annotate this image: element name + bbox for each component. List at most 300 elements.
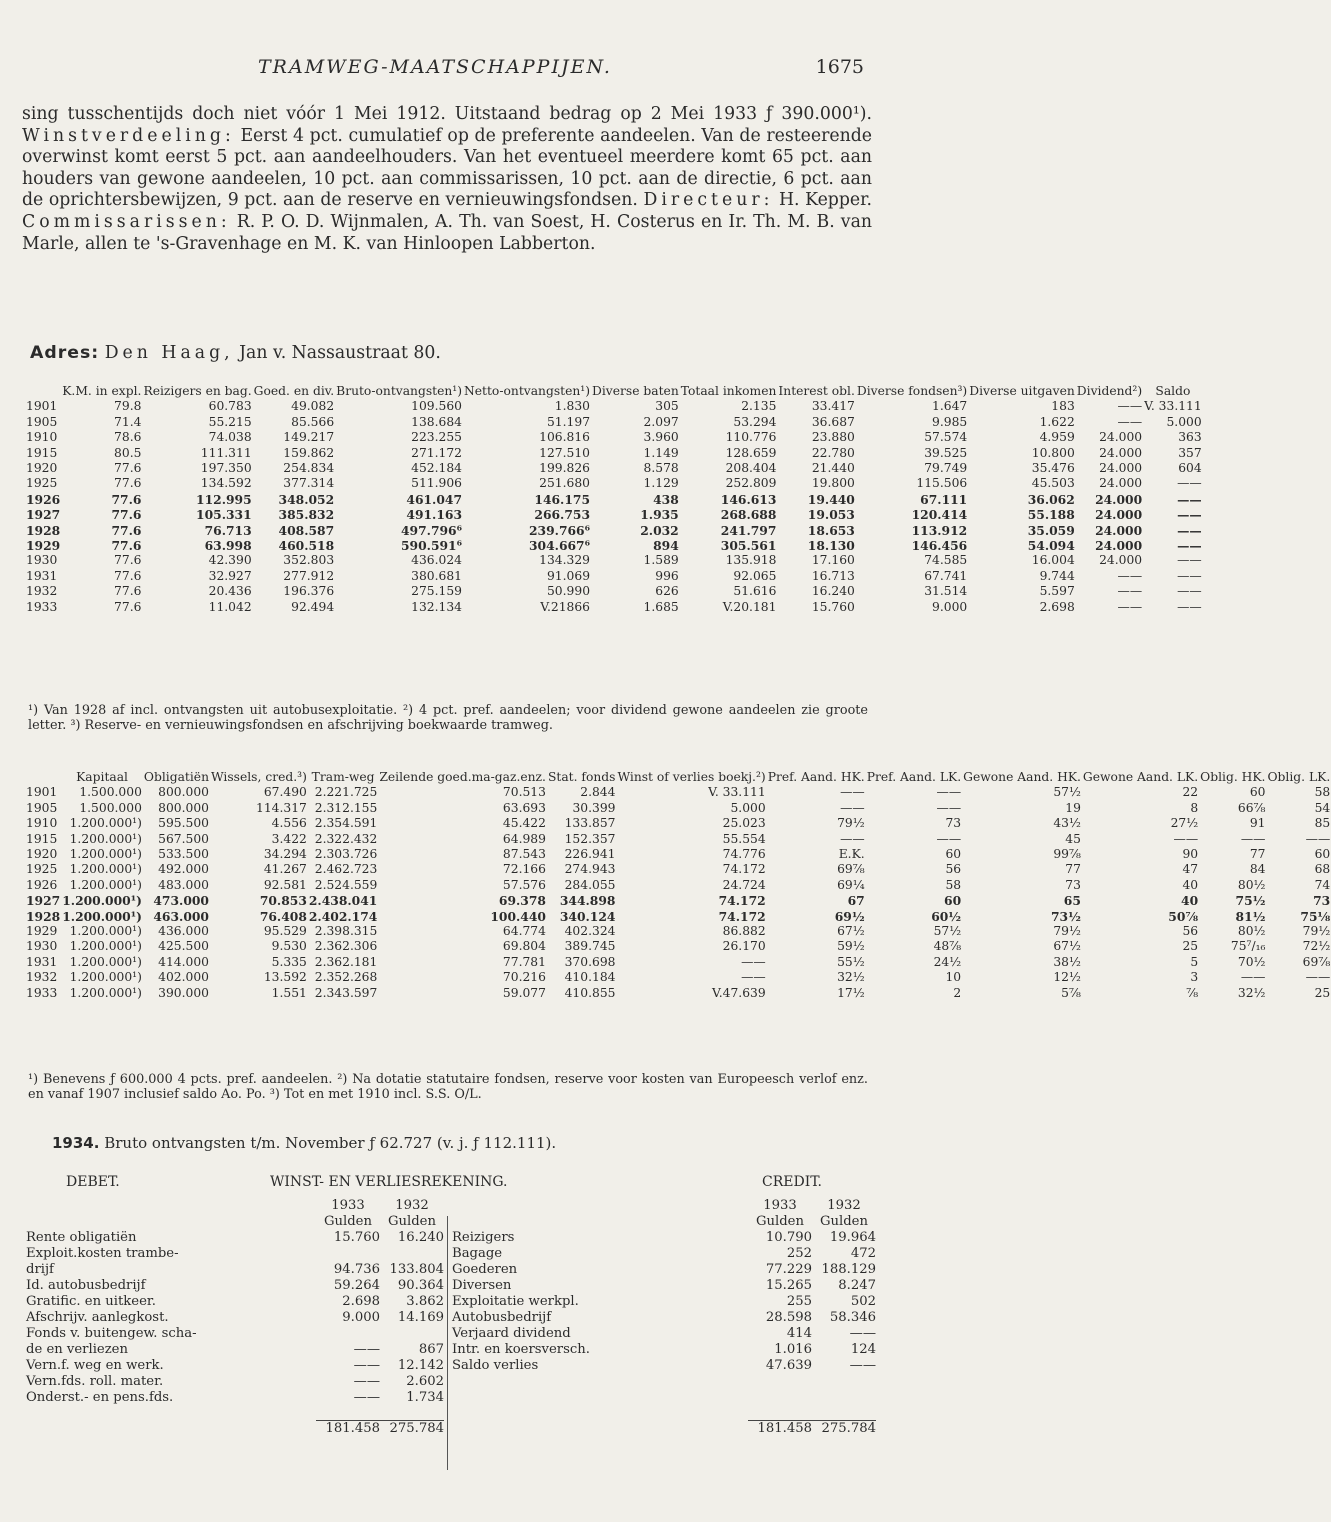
table-cell: 2.354.591 bbox=[314, 816, 378, 831]
column-header: Gewone Aand. HK. bbox=[963, 770, 1081, 784]
ledger-value-1933: —— bbox=[353, 1390, 380, 1405]
table-cell: 60 bbox=[1249, 785, 1266, 800]
table-cell: 74.172 bbox=[722, 862, 766, 877]
table-cell: 4.959 bbox=[1039, 430, 1075, 445]
table-cell: 92.065 bbox=[733, 568, 777, 583]
table-cell: 5.335 bbox=[271, 954, 307, 969]
row-year: 1905 bbox=[26, 800, 58, 815]
table-cell: —— bbox=[1117, 599, 1143, 614]
ledger-row bbox=[26, 1294, 444, 1310]
table-cell: 24.000 bbox=[1095, 538, 1143, 554]
table-row bbox=[26, 893, 1331, 908]
column-header: Diverse fondsen³) bbox=[856, 384, 968, 398]
column-header: Oblig. LK. bbox=[1267, 770, 1331, 784]
footnotes-balance bbox=[28, 1072, 868, 1102]
ledger-value-1933: 15.265 bbox=[765, 1278, 812, 1293]
table-cell: 60.783 bbox=[208, 399, 252, 414]
table-cell: 106.816 bbox=[539, 430, 591, 445]
table-cell: 64.774 bbox=[502, 924, 546, 939]
table-cell: 357 bbox=[1178, 445, 1202, 460]
table-cell: 8 bbox=[1190, 800, 1199, 815]
table-cell: 348.052 bbox=[278, 491, 335, 507]
table-cell: 76.408 bbox=[259, 908, 307, 924]
table-cell: 149.217 bbox=[283, 430, 335, 445]
table-cell: 72½ bbox=[1302, 939, 1331, 954]
ledger-label-text: Rente obligatiën bbox=[26, 1230, 137, 1245]
column-header: Saldo bbox=[1155, 384, 1191, 398]
table-cell: 2.524.559 bbox=[314, 877, 378, 892]
ledger-label bbox=[26, 1230, 316, 1246]
ledger-row bbox=[26, 1326, 444, 1342]
table-cell: 461.047 bbox=[406, 491, 463, 507]
table-cell: 389.745 bbox=[564, 939, 616, 954]
ledger-row bbox=[452, 1326, 876, 1342]
table-cell: 370.698 bbox=[564, 954, 616, 969]
table-cell: 254.834 bbox=[283, 461, 335, 476]
table-cell: 1.200.000¹) bbox=[69, 877, 142, 892]
column-divider bbox=[447, 1216, 448, 1470]
table-cell: —— bbox=[1305, 831, 1331, 846]
table-cell: —— bbox=[1117, 568, 1143, 583]
ledger-row bbox=[26, 1374, 444, 1390]
table-cell: 146.613 bbox=[720, 491, 777, 507]
column-header: K.M. in expl. bbox=[62, 384, 142, 398]
table-cell: —— bbox=[1177, 538, 1202, 554]
table-cell: 402.324 bbox=[564, 924, 616, 939]
ledger-row bbox=[26, 1246, 444, 1262]
ledger-value-1933: 10.790 bbox=[765, 1230, 812, 1245]
ledger-value-1932: 3.862 bbox=[406, 1294, 444, 1309]
table-cell: 9.000 bbox=[932, 599, 968, 614]
table-cell: 92.581 bbox=[263, 877, 307, 892]
address-line bbox=[30, 343, 441, 363]
ledger-value-1932: —— bbox=[849, 1358, 876, 1373]
table-row bbox=[26, 492, 1203, 507]
table-cell: 77.6 bbox=[111, 507, 142, 523]
table-cell: 24½ bbox=[933, 954, 962, 969]
column-header: Reizigers en bag. bbox=[143, 384, 252, 398]
table-cell: 85 bbox=[1314, 816, 1331, 831]
column-header: Bruto-ontvangsten¹) bbox=[336, 384, 463, 398]
column-header: Wissels, cred.³) bbox=[211, 770, 307, 784]
table-cell: 1.200.000¹) bbox=[69, 954, 142, 969]
table-cell: 5.000 bbox=[1166, 414, 1202, 429]
table-cell: 21.440 bbox=[811, 461, 855, 476]
table-cell: 1.200.000¹) bbox=[69, 924, 142, 939]
table-cell: —— bbox=[840, 800, 865, 815]
table-cell: 410.184 bbox=[564, 970, 616, 985]
table-cell: 1.149 bbox=[643, 445, 679, 460]
table-cell: 340.124 bbox=[559, 908, 616, 924]
debet-label: DEBET. bbox=[66, 1174, 120, 1190]
table-cell: 50⅞ bbox=[1168, 908, 1199, 924]
ledger-label bbox=[452, 1278, 748, 1294]
column-header: Totaal inkomen bbox=[680, 384, 777, 398]
footnote-text: ¹) Van 1928 af incl. ontvangsten uit autobusexploitatie. ²) 4 pct. pref. aandeelen; voor dividend gewone aandeelen zie groote letter. ³) Reserve- en vernieuwingsfondsen en afschrijving boekwaarde tramweg. bbox=[28, 703, 868, 734]
table-row bbox=[26, 862, 1331, 877]
table-cell: —— bbox=[741, 954, 766, 969]
table-cell: 54 bbox=[1314, 800, 1331, 815]
table-cell: 69⅞ bbox=[1302, 954, 1331, 969]
ledger-label bbox=[452, 1230, 748, 1246]
table-cell: 226.941 bbox=[564, 847, 616, 862]
table-cell: 45 bbox=[1065, 831, 1081, 846]
table-cell: 183 bbox=[1051, 399, 1075, 414]
year-1932: 1932 bbox=[827, 1198, 861, 1213]
table-cell: 22 bbox=[1182, 785, 1199, 800]
ledger-row bbox=[26, 1230, 444, 1246]
ledger-label-text: Fonds v. buitengew. scha- bbox=[26, 1326, 197, 1341]
table-cell: 595.500 bbox=[158, 816, 209, 831]
table-cell: 55.188 bbox=[1027, 507, 1075, 523]
table-cell: 1.685 bbox=[643, 599, 679, 614]
column-header: Diverse baten bbox=[592, 384, 679, 398]
table-cell: 24.000 bbox=[1095, 507, 1143, 523]
ledger-label-text: Diversen bbox=[452, 1278, 512, 1293]
ledger-row bbox=[452, 1230, 876, 1246]
table-cell: 1.200.000¹) bbox=[69, 816, 142, 831]
table-cell: 452.184 bbox=[411, 461, 463, 476]
table-cell: 800.000 bbox=[158, 800, 209, 815]
table-cell: 19 bbox=[1065, 800, 1081, 815]
table-cell: 2.352.268 bbox=[314, 970, 378, 985]
table-row bbox=[26, 832, 1331, 847]
table-cell: 410.855 bbox=[564, 985, 616, 1000]
table-cell: 9.744 bbox=[1039, 568, 1075, 583]
year-1933: 1933 bbox=[763, 1198, 797, 1213]
table-row bbox=[26, 523, 1203, 538]
table-cell: 590.591⁶ bbox=[401, 538, 463, 554]
profit-distribution-text: Eerst 4 pct. cumulatief op de preferente aandeelen. Van de resteerende overwinst komt eerst 5 pct. aan aandeelhouders. Van het eventueel meerdere komt 65 pct. aan houders van gewone aandeelen, 10 pct. aan commissarissen, 10 pct. aan de directie, 6 pct. aan de oprichtersbewijzen, 9 pct. aan de reserve en vernieuwingsfondsen. bbox=[22, 125, 872, 211]
table-cell: 63.693 bbox=[502, 800, 546, 815]
table-cell: 5 bbox=[1190, 954, 1199, 969]
table-cell: 54.094 bbox=[1027, 538, 1075, 554]
table-cell: 95.529 bbox=[263, 924, 307, 939]
column-header: Gewone Aand. LK. bbox=[1082, 770, 1199, 784]
table-cell: 115.506 bbox=[916, 476, 968, 491]
table-cell: 24.000 bbox=[1095, 491, 1143, 507]
row-year: 1929 bbox=[26, 924, 58, 939]
table-cell: 15.760 bbox=[811, 599, 855, 614]
table-cell: 31.514 bbox=[924, 584, 968, 599]
table-cell: 32½ bbox=[837, 970, 865, 985]
table-cell: 40 bbox=[1181, 893, 1199, 909]
table-cell: 64.989 bbox=[502, 831, 546, 846]
profit-distribution-label: Winstverdeeling: bbox=[22, 125, 235, 146]
table-cell: 99⅞ bbox=[1053, 847, 1081, 862]
table-cell: 22.780 bbox=[811, 445, 855, 460]
table-cell: 77 bbox=[1065, 862, 1081, 877]
ledger-label-text: Intr. en koersversch. bbox=[452, 1342, 590, 1357]
table-row bbox=[26, 909, 1331, 924]
table-cell: 49.082 bbox=[291, 399, 335, 414]
table-cell: 239.766⁶ bbox=[529, 522, 591, 538]
row-year: 1910 bbox=[26, 816, 58, 831]
table-cell: 27½ bbox=[1170, 816, 1199, 831]
table-row bbox=[26, 878, 1331, 893]
ledger-label-text: Vern.f. weg en werk. bbox=[26, 1358, 164, 1373]
ledger-label-text: Bagage bbox=[452, 1246, 503, 1261]
table-cell: 77.6 bbox=[114, 584, 142, 599]
note-year: 1934. bbox=[52, 1134, 100, 1152]
table-cell: V.21866 bbox=[540, 599, 591, 614]
table-cell: 10 bbox=[945, 970, 962, 985]
unit-gulden: Gulden bbox=[388, 1214, 436, 1229]
table-cell: 1.200.000¹) bbox=[69, 847, 142, 862]
table-cell: —— bbox=[840, 785, 865, 800]
credit-total-1933: 181.458 bbox=[748, 1420, 812, 1437]
table-row bbox=[26, 801, 1331, 816]
row-year: 1928 bbox=[26, 908, 61, 924]
table-cell: 85.566 bbox=[291, 414, 335, 429]
table-cell: 57.576 bbox=[502, 877, 546, 892]
table-cell: 53.294 bbox=[733, 414, 777, 429]
table-cell: 20.436 bbox=[208, 584, 252, 599]
table-cell: 3 bbox=[1190, 970, 1199, 985]
ledger-label-text: Saldo verlies bbox=[452, 1358, 539, 1373]
table-cell: 78.6 bbox=[114, 430, 142, 445]
table-cell: 2.698 bbox=[1039, 599, 1075, 614]
ledger-value-1932: 867 bbox=[418, 1342, 444, 1357]
profit-loss-title: WINST- EN VERLIESREKENING. bbox=[270, 1174, 508, 1190]
table-cell: 24.000 bbox=[1099, 476, 1143, 491]
table-cell: 380.681 bbox=[411, 568, 463, 583]
table-cell: 32.927 bbox=[208, 568, 252, 583]
column-header: Kapitaal bbox=[76, 770, 128, 784]
table-cell: 67½ bbox=[837, 924, 865, 939]
row-year: 1928 bbox=[26, 522, 61, 538]
table-cell: 110.776 bbox=[725, 430, 777, 445]
table-cell: 24.000 bbox=[1099, 461, 1143, 476]
table-cell: —— bbox=[1177, 522, 1202, 538]
table-cell: 2.343.597 bbox=[314, 985, 378, 1000]
row-year: 1927 bbox=[26, 507, 61, 523]
table-cell: 75½ bbox=[1235, 893, 1266, 909]
table-cell: 19.440 bbox=[807, 491, 855, 507]
unit-header-row bbox=[26, 1214, 444, 1230]
table-cell: 74.038 bbox=[208, 430, 252, 445]
table-cell: 55½ bbox=[837, 954, 865, 969]
table-cell: 69⅞ bbox=[837, 862, 865, 877]
table-cell: 32½ bbox=[1237, 985, 1266, 1000]
column-header: Oblig. HK. bbox=[1200, 770, 1266, 784]
row-year: 1920 bbox=[26, 461, 58, 476]
table-cell: 67.741 bbox=[924, 568, 968, 583]
table-cell: 436.000 bbox=[158, 924, 209, 939]
director-name: H. Kepper. bbox=[778, 190, 872, 211]
table-cell: 146.456 bbox=[911, 538, 968, 554]
table-cell: 86.882 bbox=[722, 924, 766, 939]
ledger-label-text: drijf bbox=[26, 1262, 54, 1277]
table-cell: 39.525 bbox=[924, 445, 968, 460]
table-cell: —— bbox=[1173, 831, 1199, 846]
ledger-value-1932: 1.734 bbox=[406, 1390, 444, 1405]
table-cell: 76.713 bbox=[204, 522, 252, 538]
table-cell: 2.362.181 bbox=[314, 954, 378, 969]
table-cell: 36.062 bbox=[1027, 491, 1075, 507]
table-cell: 377.314 bbox=[283, 476, 335, 491]
table-cell: 51.197 bbox=[546, 414, 591, 429]
table-cell: 66⅞ bbox=[1237, 800, 1266, 815]
table-cell: 2.032 bbox=[640, 522, 679, 538]
table-cell: 63.998 bbox=[204, 538, 252, 554]
table-row bbox=[26, 584, 1203, 599]
table-cell: 5.597 bbox=[1039, 584, 1075, 599]
table-cell: 80.5 bbox=[114, 445, 142, 460]
ledger-value-1933 bbox=[316, 1246, 380, 1262]
column-header: Dividend²) bbox=[1076, 384, 1143, 398]
table-cell: 894 bbox=[653, 538, 679, 554]
running-title: TRAMWEG-MAATSCHAPPIJEN. bbox=[258, 56, 612, 78]
commissioners-label: Commissarissen: bbox=[22, 211, 231, 232]
table-cell: 114.317 bbox=[256, 800, 307, 815]
ledger-label bbox=[452, 1310, 748, 1326]
ledger-label-text: Onderst.- en pens.fds. bbox=[26, 1390, 174, 1405]
table-cell: 70½ bbox=[1237, 954, 1266, 969]
ledger-label bbox=[26, 1246, 316, 1262]
table-cell: 10.800 bbox=[1031, 445, 1075, 460]
table-cell: —— bbox=[936, 800, 962, 815]
note-text: Bruto ontvangsten t/m. November ƒ 62.727 (v. j. ƒ 112.111). bbox=[104, 1134, 557, 1152]
table-cell: 58 bbox=[1314, 785, 1331, 800]
table-cell: 1.200.000¹) bbox=[69, 862, 142, 877]
table-cell: 16.713 bbox=[811, 568, 855, 583]
company-description bbox=[22, 104, 872, 255]
table-cell: 77.6 bbox=[114, 568, 142, 583]
table-cell: 223.255 bbox=[411, 430, 463, 445]
table-cell: 33.417 bbox=[811, 399, 855, 414]
table-cell: 77.6 bbox=[114, 553, 142, 568]
table-cell: 57½ bbox=[1053, 785, 1081, 800]
ledger-value-1932: 90.364 bbox=[397, 1278, 444, 1293]
table-cell: 70.216 bbox=[502, 970, 546, 985]
table-cell: 80½ bbox=[1237, 877, 1266, 892]
table-cell: 5.000 bbox=[730, 800, 766, 815]
table-cell: 252.809 bbox=[725, 476, 777, 491]
row-year: 1925 bbox=[26, 476, 58, 491]
table-cell: 402.000 bbox=[158, 970, 209, 985]
table-cell: 77.6 bbox=[114, 599, 142, 614]
table-cell: 414.000 bbox=[158, 954, 209, 969]
ledger-label bbox=[26, 1342, 316, 1358]
table-cell: 2.398.315 bbox=[314, 924, 378, 939]
table-cell: 120.414 bbox=[911, 507, 968, 523]
debet-total-1932: 275.784 bbox=[380, 1420, 444, 1437]
row-year: 1901 bbox=[26, 785, 58, 800]
table-cell: 9.530 bbox=[271, 939, 307, 954]
ledger-value-1933: —— bbox=[353, 1358, 380, 1373]
table-row bbox=[26, 476, 1203, 491]
table-cell: 800.000 bbox=[158, 785, 209, 800]
ledger-label bbox=[452, 1246, 748, 1262]
table-cell: 77.6 bbox=[114, 476, 142, 491]
ledger-row bbox=[452, 1342, 876, 1358]
table-cell: 69¼ bbox=[837, 877, 865, 892]
table-cell: 58 bbox=[945, 877, 962, 892]
table-cell: 40 bbox=[1182, 877, 1199, 892]
ledger-label-text: Vern.fds. roll. mater. bbox=[26, 1374, 164, 1389]
ledger-value-1932: 16.240 bbox=[397, 1230, 444, 1245]
row-year: 1926 bbox=[26, 491, 61, 507]
address-label: Adres: bbox=[30, 343, 100, 363]
ledger-label-text: Autobusbedrijf bbox=[452, 1310, 552, 1325]
table-cell: 996 bbox=[655, 568, 679, 583]
table-cell: 268.688 bbox=[720, 507, 777, 523]
balance-quotes-table bbox=[26, 770, 1331, 1001]
description-paragraph bbox=[22, 104, 872, 255]
table-cell: —— bbox=[936, 785, 962, 800]
table-cell: 25 bbox=[1314, 985, 1331, 1000]
column-header: Stat. fonds bbox=[547, 770, 616, 784]
ledger-value-1933: 15.760 bbox=[333, 1230, 380, 1245]
table-cell: 134.592 bbox=[200, 476, 252, 491]
ledger-row bbox=[26, 1262, 444, 1278]
table-row bbox=[26, 553, 1203, 568]
table-cell: 152.357 bbox=[564, 831, 616, 846]
table-cell: 491.163 bbox=[406, 507, 463, 523]
ledger-row bbox=[26, 1342, 444, 1358]
table-cell: 436.024 bbox=[411, 553, 463, 568]
unit-gulden: Gulden bbox=[756, 1214, 804, 1229]
row-year: 1915 bbox=[26, 445, 58, 460]
table-cell: 77.6 bbox=[111, 522, 142, 538]
ledger-label bbox=[26, 1390, 316, 1406]
director-label: Directeur: bbox=[643, 190, 774, 211]
column-header: Obligatiën bbox=[143, 770, 209, 784]
table-cell: —— bbox=[1117, 414, 1143, 429]
row-year: 1932 bbox=[26, 970, 58, 985]
table-cell: 23.880 bbox=[811, 430, 855, 445]
row-year: 1926 bbox=[26, 877, 58, 892]
ledger-label bbox=[26, 1262, 316, 1278]
table-row bbox=[26, 446, 1203, 461]
table-row bbox=[26, 399, 1203, 414]
ledger-value-1932 bbox=[380, 1246, 444, 1262]
table-cell: 159.862 bbox=[283, 445, 335, 460]
table-cell: —— bbox=[1177, 553, 1202, 568]
ledger-value-1932 bbox=[380, 1326, 444, 1342]
table-cell: 271.172 bbox=[411, 445, 463, 460]
table-cell: 1.589 bbox=[643, 553, 679, 568]
table-cell: 100.440 bbox=[490, 908, 546, 924]
table-cell: 284.055 bbox=[564, 877, 616, 892]
table-cell: 473.000 bbox=[153, 893, 209, 909]
column-header: Winst of verlies boekj.²) bbox=[617, 770, 766, 784]
column-header: Netto-ontvangsten¹) bbox=[464, 384, 591, 398]
table-cell: 38½ bbox=[1053, 954, 1081, 969]
table-cell: 425.500 bbox=[158, 939, 209, 954]
table-cell: 19.053 bbox=[807, 507, 855, 523]
table-cell: 3.960 bbox=[643, 430, 679, 445]
table-cell: 2 bbox=[953, 985, 962, 1000]
table-cell: —— bbox=[1117, 399, 1143, 414]
row-year: 1930 bbox=[26, 939, 58, 954]
ledger-label-text: Goederen bbox=[452, 1262, 518, 1277]
table-cell: 75⁷/₁₆ bbox=[1230, 939, 1266, 954]
table-cell: 251.680 bbox=[539, 476, 591, 491]
table-cell: 241.797 bbox=[720, 522, 777, 538]
table-cell: 74.172 bbox=[718, 908, 766, 924]
table-cell: 77 bbox=[1249, 847, 1266, 862]
table-cell: 77.6 bbox=[111, 538, 142, 554]
ledger-label-text: Exploit.kosten trambe- bbox=[26, 1246, 179, 1261]
ledger-label-text: Exploitatie werkpl. bbox=[452, 1294, 579, 1309]
table-row bbox=[26, 569, 1203, 584]
column-header: Diverse uitgaven bbox=[969, 384, 1075, 398]
table-cell: 1.200.000¹) bbox=[69, 985, 142, 1000]
table-cell: 70.513 bbox=[502, 785, 546, 800]
table-cell: 35.476 bbox=[1031, 461, 1075, 476]
